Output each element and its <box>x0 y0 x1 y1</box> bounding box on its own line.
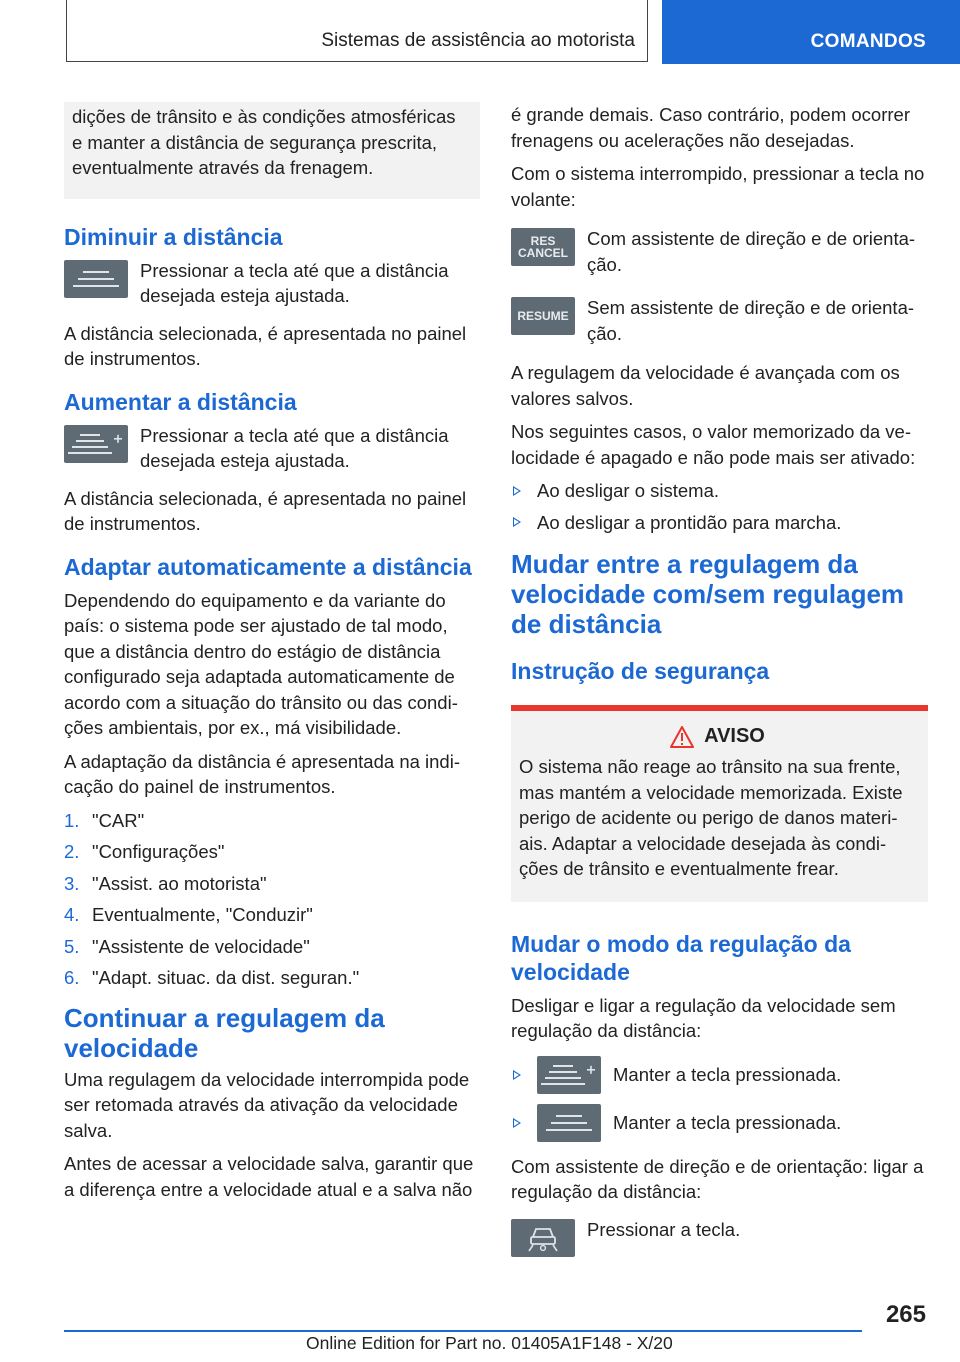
list-item <box>511 1056 928 1094</box>
decrease-distance-heading: Diminuir a distância <box>64 223 283 250</box>
warning-title: AVISO <box>704 725 765 747</box>
mode-paragraph-1: Desligar e ligar a regulação da velocidade sem regulação da distância: <box>511 994 896 1041</box>
footer-divider <box>64 1330 862 1332</box>
distance-decrease-key-icon <box>537 1104 601 1142</box>
list-item <box>64 839 480 865</box>
step-text: "CAR" <box>92 809 145 831</box>
list-item <box>511 1104 928 1142</box>
step-text: "Adapt. situac. da dist. seguran." <box>92 967 360 988</box>
decrease-note: A distância selecionada, é apresentada no painel de instrumentos. <box>64 322 467 369</box>
bullet-triangle-icon <box>513 486 521 496</box>
list-item <box>64 965 480 991</box>
bullet-text: Manter a tecla pressionada. <box>613 1111 842 1133</box>
bullet-text: Ao desligar a prontidão para marcha. <box>537 511 842 533</box>
bullet-triangle-icon <box>513 517 521 527</box>
mode-keys-list <box>511 1056 928 1142</box>
res-cancel-text: Com assistente de direção e de orientação. <box>587 228 916 275</box>
distance-decrease-key-icon <box>64 260 128 298</box>
continue-speed-heading: Continuar a regulagem da velocidade <box>64 1002 385 1063</box>
warning-triangle-icon <box>670 726 694 748</box>
res-key-line1: RES <box>530 234 556 248</box>
header-title: Sistemas de assistência ao motorista <box>321 30 635 51</box>
adapt-distance-heading: Adaptar automaticamente a distância <box>64 553 472 580</box>
step-text: "Assistente de velocidade" <box>92 935 310 957</box>
continue-paragraph-1: Uma regulagem da velocidade interrompida pode ser retomada através da ativação da velocidade salva. <box>64 1068 470 1141</box>
list-item <box>64 871 480 897</box>
res-cancel-key-icon <box>511 228 575 266</box>
distance-increase-key-icon <box>64 425 128 463</box>
step-number: 6. <box>64 967 80 988</box>
right-paragraph-2: Com o sistema interrompido, pressionar a tecla no volante: <box>511 163 925 210</box>
reset-cases-list <box>511 478 928 535</box>
bullet-text: Ao desligar o sistema. <box>537 480 720 501</box>
right-paragraph-4: Nos seguintes casos, o valor memorizado da velocidade é apagado e não pode mais ser ativado: <box>511 421 916 468</box>
page-number: 265 <box>885 1301 926 1328</box>
list-item <box>64 808 480 834</box>
warning-header <box>519 725 916 748</box>
increase-instruction: Pressionar a tecla até que a distância desejada esteja ajustada. <box>140 424 449 471</box>
continue-paragraph-2: Antes de acessar a velocidade salva, garantir que a diferença entre a velocidade atual e a salva não <box>64 1153 474 1200</box>
header-section-tab[interactable] <box>662 0 960 64</box>
header-bar <box>66 0 648 62</box>
safety-heading: Instrução de segurança <box>511 658 770 684</box>
decrease-instruction: Pressionar a tecla até que a distância desejada esteja ajustada. <box>140 259 449 306</box>
resume-text: Sem assistente de direção e de orientação. <box>587 297 915 344</box>
intro-box <box>64 102 480 199</box>
bullet-text: Manter a tecla pressionada. <box>613 1063 842 1085</box>
step-number: 4. <box>64 904 80 925</box>
list-item <box>64 934 480 960</box>
menu-steps-list <box>64 808 480 991</box>
right-column <box>511 102 928 1269</box>
list-item <box>511 510 928 536</box>
switch-mode-heading: Mudar entre a regulagem da velocidade com/sem regulagem de distância <box>511 549 905 639</box>
resume-key-icon <box>511 297 575 335</box>
increase-distance-heading: Aumentar a distância <box>64 388 297 415</box>
res-cancel-row <box>511 226 928 277</box>
distance-control-key-icon <box>511 1219 575 1257</box>
right-paragraph-1: é grande demais. Caso contrário, podem ocorrer frenagens ou acelerações não desejadas. <box>511 104 910 151</box>
header-tab-label: COMANDOS <box>810 31 926 52</box>
step-number: 1. <box>64 809 80 831</box>
step-text: Eventualmente, "Conduzir" <box>92 904 313 925</box>
list-item <box>511 478 928 504</box>
increase-note: A distância selecionada, é apresentada no painel de instrumentos. <box>64 487 467 534</box>
warning-text: O sistema não reage ao trânsito na sua frente, mas mantém a velocidade memorizada. Existe perigo de acidente ou perigo de danos materiais. Adaptar a velocidade desejada às condições de trânsito e eventualmente frear. <box>519 756 903 879</box>
left-column <box>64 102 480 1210</box>
res-key-line2: CANCEL <box>518 246 568 260</box>
resume-key-label: RESUME <box>517 309 569 323</box>
step-number: 2. <box>64 841 80 862</box>
increase-distance-row <box>64 423 480 474</box>
distance-increase-key-icon <box>537 1056 601 1094</box>
step-text: "Configurações" <box>92 841 225 862</box>
mode-change-heading: Mudar o modo da regulação da velocidade <box>511 930 851 985</box>
bullet-triangle-icon <box>513 1070 521 1080</box>
intro-text: dições de trânsito e às condições atmosféricas e manter a distância de segurança prescrita, eventualmente através da frenagem. <box>72 106 456 178</box>
adapt-paragraph-2: A adaptação da distância é apresentada na indicação do painel de instrumentos. <box>64 750 460 797</box>
step-number: 3. <box>64 872 80 894</box>
bullet-triangle-icon <box>513 1118 521 1128</box>
right-paragraph-3: A regulagem da velocidade é avançada com os valores salvos. <box>511 362 900 409</box>
mode-paragraph-2: Com assistente de direção e de orientação: ligar a regulação da distância: <box>511 1155 924 1202</box>
adapt-paragraph-1: Dependendo do equipamento e da variante do país: o sistema pode ser ajustado de tal modo, que a distância dentro do estágio de distância configurado seja adaptada automaticamente de acordo com a situação do trânsito ou das condições ambientais, por ex., má visibilidade. <box>64 589 458 738</box>
step-number: 5. <box>64 935 80 957</box>
list-item <box>64 902 480 928</box>
footer-edition: Online Edition for Part no. 01405A1F148 - X/20 <box>306 1333 673 1353</box>
resume-row <box>511 295 928 346</box>
warning-box <box>511 705 928 902</box>
step-text: "Assist. ao motorista" <box>92 872 267 894</box>
decrease-distance-row <box>64 258 480 309</box>
distance-control-row <box>511 1217 928 1257</box>
final-instruction: Pressionar a tecla. <box>587 1218 741 1240</box>
